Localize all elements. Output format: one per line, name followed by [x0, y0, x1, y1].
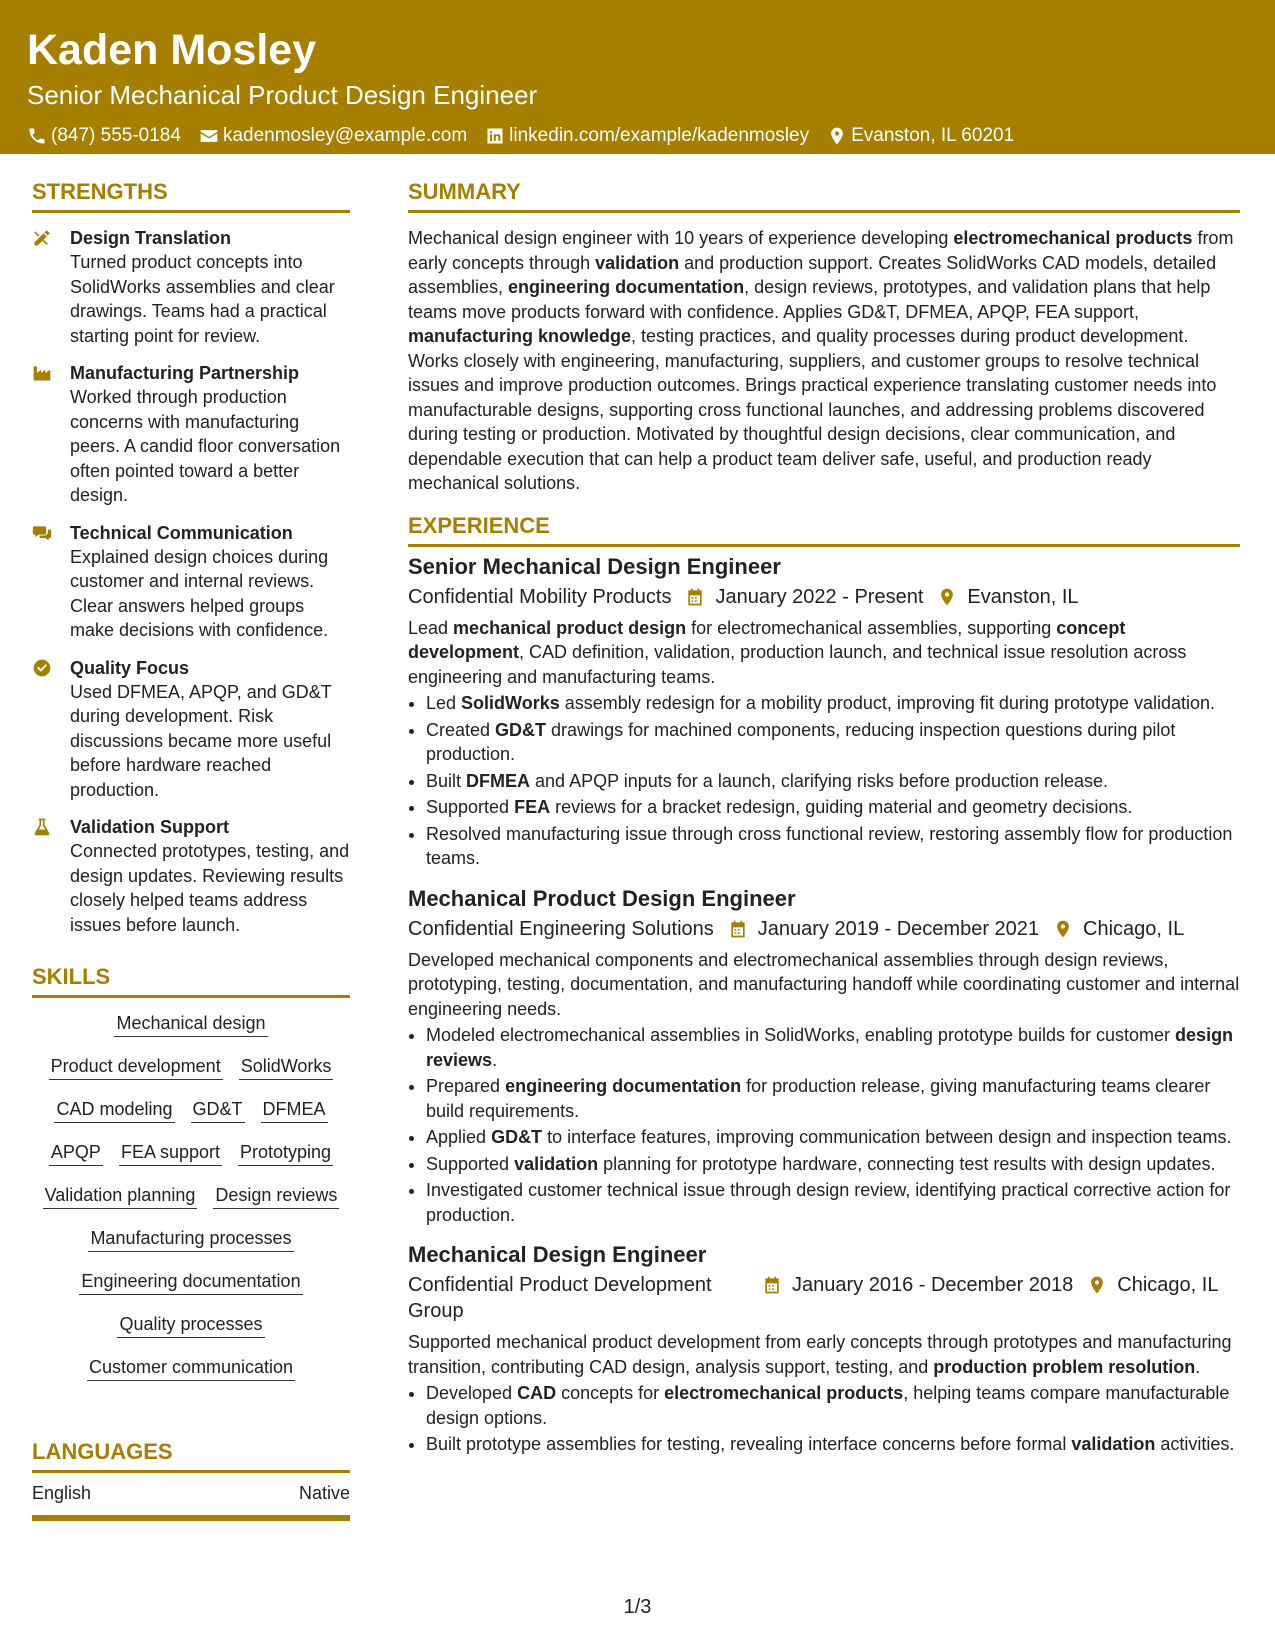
job-title: Mechanical Design Engineer: [408, 1242, 707, 1267]
skill-row: [106, 1011, 275, 1037]
job-bullet: • Built prototype assemblies for testing, revealing interface concerns before formal validation activities.: [426, 1432, 1240, 1457]
job-location-text: Chicago, IL: [1117, 1274, 1219, 1296]
job-bullet: • Resolved manufacturing issue through cross functional review, restoring assembly flow for production teams.: [426, 822, 1240, 871]
strength-desc: Connected prototypes, testing, and design updates. Reviewing results closely helped teams address issues before launch.: [70, 841, 350, 935]
envelope-icon: [199, 126, 219, 146]
calendar-icon: [685, 587, 705, 607]
phone-icon: [27, 126, 47, 146]
skill-tag: APQP: [49, 1140, 103, 1166]
strength-icon-wrap: [32, 226, 70, 348]
skill-tag: SolidWorks: [239, 1054, 334, 1080]
job-bullets: [408, 1381, 1240, 1457]
map-pin-icon: [937, 587, 957, 607]
map-pin-icon: [827, 126, 847, 146]
skill-tag: Engineering documentation: [79, 1269, 302, 1295]
skill-tag: GD&T: [191, 1097, 245, 1123]
skill-tag: Manufacturing processes: [88, 1226, 293, 1252]
strength-body: [70, 521, 350, 643]
languages-heading: LANGUAGES: [32, 1438, 350, 1473]
skill-tag: Validation planning: [43, 1183, 198, 1209]
calendar-icon: [728, 919, 748, 939]
summary-heading: SUMMARY: [408, 178, 1240, 213]
job-location-text: Chicago, IL: [1083, 917, 1185, 940]
job-bullet: • Supported FEA reviews for a bracket redesign, guiding material and geometry decisions.: [426, 795, 1240, 820]
job-location: [937, 584, 1078, 610]
comments-icon: [32, 523, 52, 543]
calendar-icon: [762, 1275, 782, 1295]
candidate-name: Kaden Mosley: [27, 26, 317, 74]
job-bullets: [408, 1023, 1240, 1227]
strength-desc: Used DFMEA, APQP, and GD&T during development. Risk discussions became more useful before hardware reached production.: [70, 681, 332, 800]
linkedin-icon: [485, 126, 505, 146]
skill-tag: Customer communication: [87, 1355, 295, 1381]
job-meta: [408, 584, 1240, 610]
job-dates-text: January 2022 - Present: [715, 585, 924, 608]
phone-text: (847) 555-0184: [51, 125, 181, 146]
skill-tag: FEA support: [119, 1140, 222, 1166]
strength-body: [70, 361, 350, 508]
strength-icon-wrap: [32, 361, 70, 508]
map-pin-icon: [1053, 919, 1073, 939]
skill-row: [79, 1355, 303, 1381]
job-description: Supported mechanical product development from early concepts through prototypes and manufacturing transition, contributing CAD design, analysis support, testing, and production problem resolution.: [408, 1332, 1232, 1377]
skills-heading: SKILLS: [32, 963, 350, 998]
contact-email[interactable]: [199, 123, 467, 149]
strength-desc: Turned product concepts into SolidWorks assemblies and clear drawings. Teams had a practical starting point for review.: [70, 252, 335, 346]
strength-desc: Worked through production concerns with manufacturing peers. A candid floor conversation often pointed toward a better design.: [70, 387, 341, 505]
skills-list: [32, 1011, 350, 1398]
job-company: Confidential Product Development Group: [408, 1274, 712, 1322]
strength-title: Validation Support: [70, 817, 230, 837]
resume-header: [0, 0, 1275, 154]
skill-row: [41, 1140, 341, 1166]
industry-icon: [32, 363, 52, 383]
strengths-heading: STRENGTHS: [32, 178, 350, 213]
job-bullet: • Prepared engineering documentation for production release, giving manufacturing teams clearer build requirements.: [426, 1074, 1240, 1123]
job-title: Mechanical Product Design Engineer: [408, 885, 796, 911]
language-item: [32, 1481, 350, 1505]
skill-row: [46, 1097, 335, 1123]
job-entry: [408, 553, 1240, 871]
job-bullet: • Built DFMEA and APQP inputs for a launch, clarifying risks before production release.: [426, 769, 1240, 794]
job-bullet: • Applied GD&T to interface features, improving communication between design and inspection teams.: [426, 1125, 1240, 1150]
left-column: [32, 178, 350, 1521]
job-bullet: • Supported validation planning for prototype hardware, connecting test results with design updates.: [426, 1152, 1240, 1177]
page-number: 1/3: [623, 1596, 652, 1618]
strength-item: [32, 226, 350, 348]
skill-tag: Design reviews: [213, 1183, 339, 1209]
strength-title: Manufacturing Partnership: [70, 363, 300, 383]
map-pin-icon: [1087, 1275, 1107, 1295]
job-meta: [408, 916, 1240, 942]
strength-body: [70, 656, 350, 803]
job-entry: [408, 885, 1240, 1228]
strength-icon-wrap: [32, 521, 70, 643]
skill-tag: Product development: [49, 1054, 223, 1080]
job-title: Senior Mechanical Design Engineer: [408, 553, 781, 579]
job-location: [1087, 1272, 1218, 1298]
skill-tag: Mechanical design: [114, 1011, 267, 1037]
job-dates: [762, 1272, 1073, 1298]
pencil-ruler-icon: [32, 228, 52, 248]
job-bullet: • Led SolidWorks assembly redesign for a mobility product, improving fit during prototype validation.: [426, 691, 1240, 716]
experience-list: [408, 553, 1240, 1457]
language-name: English: [32, 1483, 92, 1503]
job-meta: [408, 1272, 1240, 1324]
job-dates: [685, 584, 923, 610]
job-description: Lead mechanical product design for electromechanical assemblies, supporting concept development, CAD definition, validation, production launch, and technical issue resolution across engineering and manufacturing teams.: [408, 617, 1187, 687]
skill-row: [71, 1269, 310, 1295]
job-dates: [728, 916, 1039, 942]
job-dates-text: January 2016 - December 2018: [792, 1274, 1074, 1296]
strength-icon-wrap: [32, 815, 70, 937]
job-bullet: • Developed CAD concepts for electromechanical products, helping teams compare manufacturable design options.: [426, 1381, 1240, 1430]
contact-location: [827, 123, 1014, 149]
strength-body: [70, 815, 350, 937]
skill-row: [80, 1226, 301, 1252]
check-circle-icon: [32, 658, 52, 678]
job-company: Confidential Mobility Products: [408, 585, 672, 608]
experience-heading: EXPERIENCE: [408, 512, 1240, 547]
strength-item: [32, 815, 350, 937]
flask-icon: [32, 817, 52, 837]
strength-icon-wrap: [32, 656, 70, 803]
job-location: [1053, 916, 1184, 942]
contact-linkedin[interactable]: [485, 123, 809, 149]
strengths-list: [32, 226, 350, 937]
job-location-text: Evanston, IL: [967, 585, 1079, 608]
skill-row: [35, 1183, 348, 1209]
job-entry: [408, 1241, 1240, 1457]
job-bullets: [408, 691, 1240, 871]
summary-text: Mechanical design engineer with 10 years of experience developing electromechanical products from early concepts through validation and production support. Creates SolidWorks CAD models, detailed assemblies, engineering documentation, design reviews, prototypes, and validation plans that help teams move products forward with confidence. Applies GD&T, DFMEA, APQP, FEA support, manufacturing knowledge, testing practices, and quality processes during product development. Works closely with engineering, manufacturing, suppliers, and customer groups to resolve technical issues and improve production outcomes. Brings practical experience translating customer needs into manufacturable designs, supporting cross functional launches, and addressing problems discovered during testing or production. Motivated by thoughtful design decisions, clear communication, and dependable execution that can help a product team deliver safe, useful, and production ready mechanical solutions.: [408, 228, 1234, 493]
right-column: [408, 178, 1240, 1471]
job-company: Confidential Engineering Solutions: [408, 917, 714, 940]
contact-phone[interactable]: [27, 123, 181, 149]
location-text: Evanston, IL 60201: [851, 125, 1015, 146]
skill-tag: Prototyping: [238, 1140, 333, 1166]
candidate-title: Senior Mechanical Product Design Engineer: [27, 80, 538, 110]
skill-tag: DFMEA: [261, 1097, 328, 1123]
strength-title: Technical Communication: [70, 522, 293, 543]
language-proficiency-bar: [32, 1515, 350, 1521]
strength-item: [32, 361, 350, 508]
job-bullet: • Created GD&T drawings for machined components, reducing inspection questions during pilot production.: [426, 718, 1240, 767]
strength-title: Quality Focus: [70, 657, 190, 678]
strength-body: [70, 226, 350, 348]
contact-bar: [27, 123, 1275, 149]
skill-tag: CAD modeling: [54, 1097, 174, 1123]
skill-tag: Quality processes: [117, 1312, 264, 1338]
strength-item: [32, 656, 350, 803]
strength-desc: Explained design choices during customer and internal reviews. Clear answers helped groups make decisions with confidence.: [70, 546, 329, 640]
language-level: Native: [298, 1483, 350, 1503]
linkedin-text: linkedin.com/example/kadenmosley: [509, 125, 810, 146]
strength-title: Design Translation: [70, 228, 232, 248]
job-bullet: • Modeled electromechanical assemblies in SolidWorks, enabling prototype builds for customer design reviews.: [426, 1023, 1240, 1072]
job-description: Developed mechanical components and electromechanical assemblies through design reviews, prototyping, testing, documentation, and manufacturing handoff while coordinating customer and internal engineering needs.: [408, 949, 1240, 1019]
job-dates-text: January 2019 - December 2021: [757, 917, 1040, 940]
skill-row: [109, 1312, 272, 1338]
skill-row: [41, 1054, 342, 1080]
email-text: kadenmosley@example.com: [222, 125, 468, 146]
job-bullet: • Investigated customer technical issue through design review, identifying practical corrective action for production.: [426, 1178, 1240, 1227]
strength-item: [32, 521, 350, 643]
